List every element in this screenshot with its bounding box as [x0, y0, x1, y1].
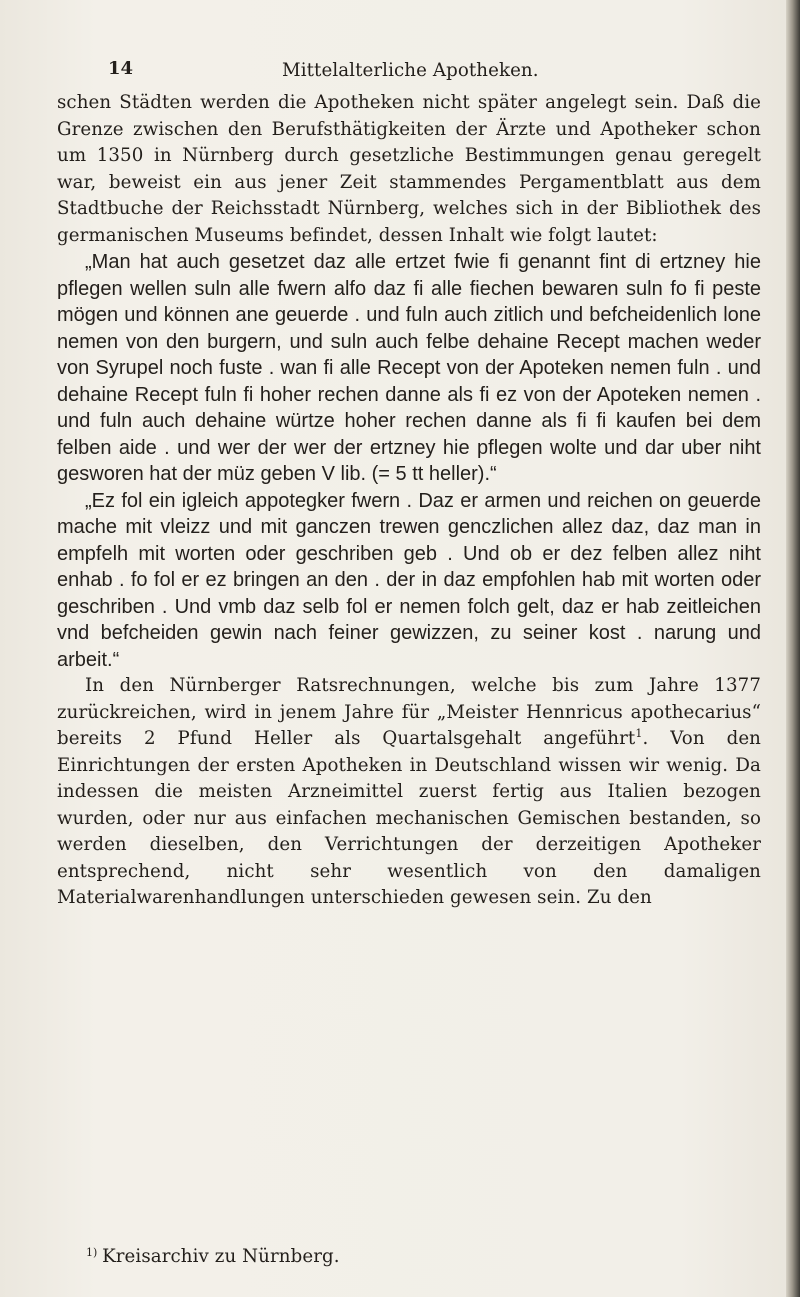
quote-physicians: „Man hat auch gesetzet daz alle ertzet fwie fi genannt fint di ertzney hie pflegen wellen suln alle fwern alfo daz fi alle fiechen bewaren suln fo fi peste mögen und können ane geuerde . und fuln auch zitlich und befcheidenlich lone nemen von den burgern, und suln auch felbe dehaine Recept machen weder von Syrupel noch fuste . wan fi alle Recept von der Apoteken nemen fuln . und dehaine Recept fuln fi hoher rechen danne als fi ez von der Apoteken nemen . und fuln auch dehaine würtze hoher rechen danne als fi fi kaufen bei dem felben aide . und wer der wer der ertzney hie pflegen wolte und dar uber niht gesworen hat der müz geben V lib. (= 5 tt heller).“: [57, 251, 761, 485]
footnote: [86, 1246, 340, 1267]
body-text: [57, 90, 761, 912]
footnote-marker: 1): [86, 1246, 98, 1259]
paragraph-ratsrechnungen-part1: In den Nürnberger Ratsrechnungen, welche bis zum Jahre 1377 zurückreichen, wird in jenem Jahre für „Meister Hennricus apothecarius“ bereits 2 Pfund Heller als Quartalsgehalt angeführt: [57, 675, 761, 749]
page-header: [60, 58, 760, 84]
quote-apothecary: „Ez fol ein igleich appotegker fwern . Daz er armen und reichen on geuerde mache mit vleizz und mit ganczen trewen genczlichen allez daz, daz man in empfelh mit worten oder geschriben geb . Und ob er dez felben allez niht enhab . fo fol er ez bringen an den . der in daz empfohlen hab mit worten oder geschriben . Und vmb daz selb fol er nemen folch gelt, daz er hab zeitleichen vnd befcheiden gewin nach feiner gewizzen, zu seiner kost . narung und arbeit.“: [57, 489, 761, 671]
paragraph-ratsrechnungen: [57, 673, 761, 912]
footnote-reference: 1: [635, 726, 643, 740]
page-edge-shadow: [786, 0, 800, 1297]
paragraph-intro: schen Städten werden die Apotheken nicht später angelegt sein. Daß die Grenze zwischen den Berufsthätigkeiten der Ärzte und Apotheker schon um 1350 in Nürnberg durch gesetzliche Bestimmungen genau geregelt war, beweist ein aus jener Zeit stammendes Pergamentblatt aus dem Stadtbuche der Reichsstadt Nürnberg, welches sich in der Bibliothek des germanischen Museums befindet, dessen Inhalt wie folgt lautet:: [57, 92, 761, 246]
paragraph-ratsrechnungen-part2: . Von den Einrichtungen der ersten Apotheken in Deutschland wissen wir wenig. Da indessen die meisten Arzneimittel zuerst fertig aus Italien bezogen wurden, oder nur aus einfachen mechanischen Gemischen bestanden, so werden dieselben, den Verrichtungen der derzeitigen Apotheker entsprechend, nicht sehr wesentlich von den damaligen Materialwarenhandlungen unterschieden gewesen sein. Zu den: [57, 728, 761, 908]
running-title: Mittelalterliche Apotheken.: [282, 60, 539, 81]
page-number: 14: [108, 58, 134, 79]
footnote-text: Kreisarchiv zu Nürnberg.: [102, 1246, 340, 1267]
